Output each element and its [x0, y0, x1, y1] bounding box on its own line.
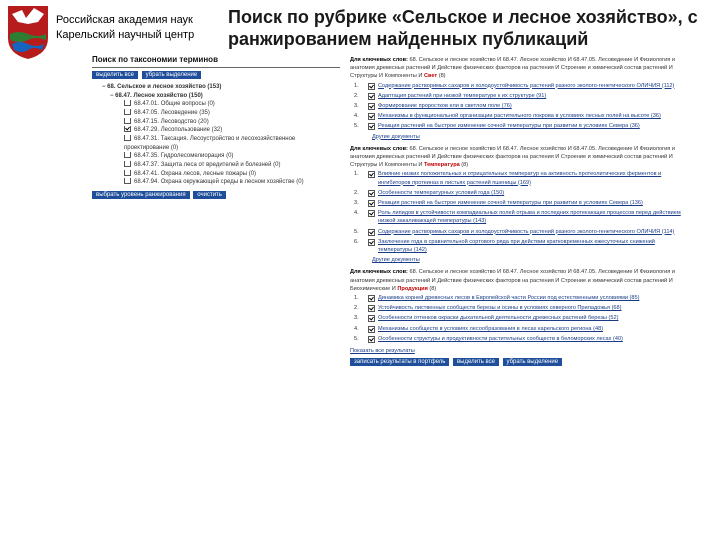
- organization-name: [56, 13, 194, 43]
- result-link[interactable]: Содержание растворимых сахаров и холодоустойчивость растений разного эколого-генетического ОЛИЧИЯ (114): [378, 228, 675, 235]
- tree-checkbox[interactable]: [124, 161, 131, 167]
- result-link[interactable]: Механизмы в функциональной организации растительного покрова в условиях лесных полей на высоте (36): [378, 113, 661, 120]
- result-item: 2. Особенности температурных условий года (150): [354, 189, 505, 196]
- query-highlight: Температура: [423, 162, 460, 169]
- tree-checkbox[interactable]: [124, 109, 131, 115]
- tree-checkbox[interactable]: [124, 152, 131, 158]
- result-item: 2. Устойчивость лиственных сообществ березы и осины в условиях северного Приладожья (68): [354, 305, 622, 312]
- slide-title: Поиск по рубрике «Сельское и лесное хозяйство», с ранжированием найденных публикаций: [228, 7, 698, 49]
- result-item: 3. Формирование проростков ели в светлом поле (76): [354, 103, 512, 110]
- footer-deselect-button[interactable]: убрать выделение: [503, 358, 563, 366]
- tree-item[interactable]: 68.47.05. Лесоведение (35): [92, 109, 340, 118]
- result-link[interactable]: Реакция растений на быстрое изменение сочной температуры при развитии в условиях Севера (136): [378, 200, 643, 207]
- tree-checkbox[interactable]: [124, 100, 131, 106]
- result-checkbox[interactable]: [368, 123, 375, 130]
- more-documents-link[interactable]: Другие документы: [372, 257, 420, 264]
- result-checkbox[interactable]: [368, 315, 375, 322]
- result-link[interactable]: Особенности структуры и продуктивности растительных сообществ в беломорских лесах (40): [378, 335, 623, 342]
- tree-item[interactable]: 68.47.35. Гидролесомелиорация (0): [92, 152, 340, 161]
- footer-button-row: [350, 358, 690, 366]
- query-highlight: Свет: [423, 73, 438, 80]
- result-item: 1. Влияние низких положительных и отрицательных температур на активность протеолитических ферментов и ингибиторов протеиназ в листьях растений пшеницы (169): [350, 170, 690, 186]
- result-checkbox[interactable]: [368, 171, 375, 178]
- result-link[interactable]: Особенности температурных условий года (150): [378, 189, 505, 196]
- tree-item[interactable]: 68.47.01. Общие вопросы (0): [92, 100, 340, 109]
- result-item: 5. Реакция растений на быстрое изменение сочной температуры при развитии в условиях Севера (36): [354, 123, 640, 130]
- results-panel: [350, 56, 690, 371]
- result-checkbox[interactable]: [368, 190, 375, 197]
- tree-item[interactable]: 68.47.31. Таксация. Лесоустройство и лесохозяйственное проектирование (0): [92, 135, 340, 152]
- result-block: [350, 268, 690, 343]
- query-highlight: Продукция: [397, 285, 428, 292]
- tree-checkbox[interactable]: [124, 118, 131, 124]
- tree-checkbox[interactable]: [124, 135, 131, 141]
- result-link[interactable]: Особенности оттенков окраски дыхательной деятельности древесных растений березы (52): [378, 315, 619, 322]
- collapse-icon[interactable]: −: [110, 92, 116, 99]
- result-link[interactable]: Адаптация растений при низкой температуре к их структуре (91): [378, 92, 547, 99]
- result-block: [350, 56, 690, 141]
- save-to-portfolio-button[interactable]: записать результаты в портфель: [350, 358, 449, 366]
- result-checkbox[interactable]: [368, 295, 375, 302]
- result-link[interactable]: Содержание растворимых сахаров и холодоустойчивость растений разного эколого-генетического ОЛИЧИЯ (112): [378, 82, 675, 89]
- query-header: Для ключевых слов: 68. Сельское и лесное хозяйство И 68.47. Лесное хозяйство И 68.47.05. Лесоведение И Физиология и анатомия древесных растений И Действие физических факторов на растения И Строение и химический состав растений И Структуры И Компоненты И Свет (8): [350, 57, 676, 80]
- tree-item[interactable]: − 68. Сельское и лесное хозяйство (153): [102, 84, 222, 91]
- result-checkbox[interactable]: [368, 93, 375, 100]
- collapse-icon[interactable]: −: [102, 84, 108, 91]
- result-checkbox[interactable]: [368, 103, 375, 110]
- result-link[interactable]: Реакция растений на быстрое изменение сочной температуры при развитии в условиях Севера (36): [378, 123, 640, 130]
- tree-item[interactable]: 68.47.41. Охрана лесов, лесные пожары (0): [92, 170, 340, 179]
- result-checkbox[interactable]: [368, 83, 375, 90]
- query-header: Для ключевых слов: 68. Сельское и лесное хозяйство И 68.47. Лесное хозяйство И 68.47.05. Лесоведение И Физиология и анатомия древесных растений И Действие физических факторов на растения И Строение и химический состав растений И Биохимические И Продукция (8): [350, 269, 676, 292]
- result-link[interactable]: Устойчивость лиственных сообществ березы и осины в условиях северного Приладожья (68): [378, 305, 622, 312]
- result-checkbox[interactable]: [368, 336, 375, 343]
- org-line-1: Российская академия наук: [56, 14, 193, 26]
- select-all-button[interactable]: выделить все: [92, 71, 138, 79]
- taxonomy-panel-title: Поиск по таксономии терминов: [92, 56, 340, 68]
- result-item: 4. Роль липидов в устойчивости компадиальных полей отрыва и последних протекающих процессов перед действием низкой закаливающей температуры (143): [350, 209, 690, 225]
- result-item: 5. Содержание растворимых сахаров и холодоустойчивость растений разного эколого-генетического ОЛИЧИЯ (114): [354, 228, 675, 235]
- result-link[interactable]: Формирование проростков ели в светлом поле (76): [378, 103, 512, 110]
- show-all-results-link[interactable]: Показать все результаты: [350, 348, 415, 355]
- rkc-logo-icon: [6, 4, 50, 60]
- result-block: [350, 145, 690, 265]
- select-level-button[interactable]: выбрать уровень ранжирования: [92, 191, 190, 199]
- clear-button[interactable]: очистить: [193, 191, 226, 199]
- result-item: 3. Особенности оттенков окраски дыхательной деятельности древесных растений березы (52): [354, 315, 619, 322]
- result-item: 1. Динамика корней древесных лесов в Европейской части России под естественными условиями (85): [354, 295, 640, 302]
- tree-item[interactable]: 68.47.29. Лесопользование (32): [92, 126, 340, 135]
- result-link[interactable]: Роль липидов в устойчивости компадиальных полей отрыва и последних протекающих процессов перед действием низкой закаливающей температуры (143): [378, 210, 681, 225]
- result-item: 6. Заключение года в сравнительной сортового ряда при действии кратковременных ежесуточных снижений температуры (142): [350, 238, 690, 254]
- more-documents-link[interactable]: Другие документы: [372, 133, 420, 140]
- query-header: Для ключевых слов: 68. Сельское и лесное хозяйство И 68.47. Лесное хозяйство И 68.47.05. Лесоведение И Физиология и анатомия древесных растений И Действие физических факторов на растения И Строение и химический состав растений И Структуры И Компоненты И Температура (8): [350, 145, 676, 169]
- tree-item[interactable]: − 68.47. Лесное хозяйство (150): [110, 92, 203, 99]
- org-line-2: Карельский научный центр: [56, 29, 195, 41]
- result-checkbox[interactable]: [368, 200, 375, 207]
- result-checkbox[interactable]: [368, 305, 375, 312]
- result-item: 4. Механизмы сообществ в условиях лесообразования в лесах карельского региона (48): [354, 325, 604, 332]
- tree-item[interactable]: 68.47.94. Охрана окружающей среды в лесном хозяйстве (0): [92, 178, 340, 187]
- result-checkbox[interactable]: [368, 113, 375, 120]
- result-item: 3. Реакция растений на быстрое изменение сочной температуры при развитии в условиях Севера (136): [354, 200, 643, 207]
- result-link[interactable]: Динамика корней древесных лесов в Европейской части России под естественными условиями (85): [378, 295, 640, 302]
- result-checkbox[interactable]: [368, 326, 375, 333]
- result-checkbox[interactable]: [368, 210, 375, 217]
- tree-item[interactable]: 68.47.37. Защита леса от вредителей и болезней (0): [92, 161, 340, 170]
- tree-checkbox[interactable]: [124, 178, 131, 184]
- taxonomy-button-row: [92, 71, 340, 80]
- result-link[interactable]: Заключение года в сравнительной сортового ряда при действии кратковременных ежесуточных снижений температуры (142): [378, 238, 655, 254]
- deselect-button[interactable]: убрать выделение: [142, 71, 202, 79]
- result-item: 2. Адаптация растений при низкой температуре к их структуре (91): [354, 92, 547, 99]
- result-item: 5. Особенности структуры и продуктивности растительных сообществ в беломорских лесах (40): [354, 335, 623, 342]
- ranking-button-row: [92, 191, 340, 200]
- tree-checkbox[interactable]: [124, 170, 131, 176]
- result-checkbox[interactable]: [368, 229, 375, 236]
- taxonomy-panel: [92, 56, 340, 204]
- result-item: 1. Содержание растворимых сахаров и холодоустойчивость растений разного эколого-генетического ОЛИЧИЯ (112): [354, 82, 675, 89]
- footer-select-all-button[interactable]: выделить все: [453, 358, 499, 366]
- tree-item[interactable]: 68.47.15. Лесоводство (20): [92, 118, 340, 127]
- result-link[interactable]: Механизмы сообществ в условиях лесообразования в лесах карельского региона (48): [378, 325, 604, 332]
- result-item: 4. Механизмы в функциональной организации растительного покрова в условиях лесных полей на высоте (36): [354, 113, 661, 120]
- result-link[interactable]: Влияние низких положительных и отрицательных температур на активность протеолитических ферментов и ингибиторов протеиназ в листьях растений пшеницы (169): [378, 171, 662, 186]
- tree-checkbox-checked[interactable]: [124, 126, 131, 132]
- result-checkbox[interactable]: [368, 239, 375, 246]
